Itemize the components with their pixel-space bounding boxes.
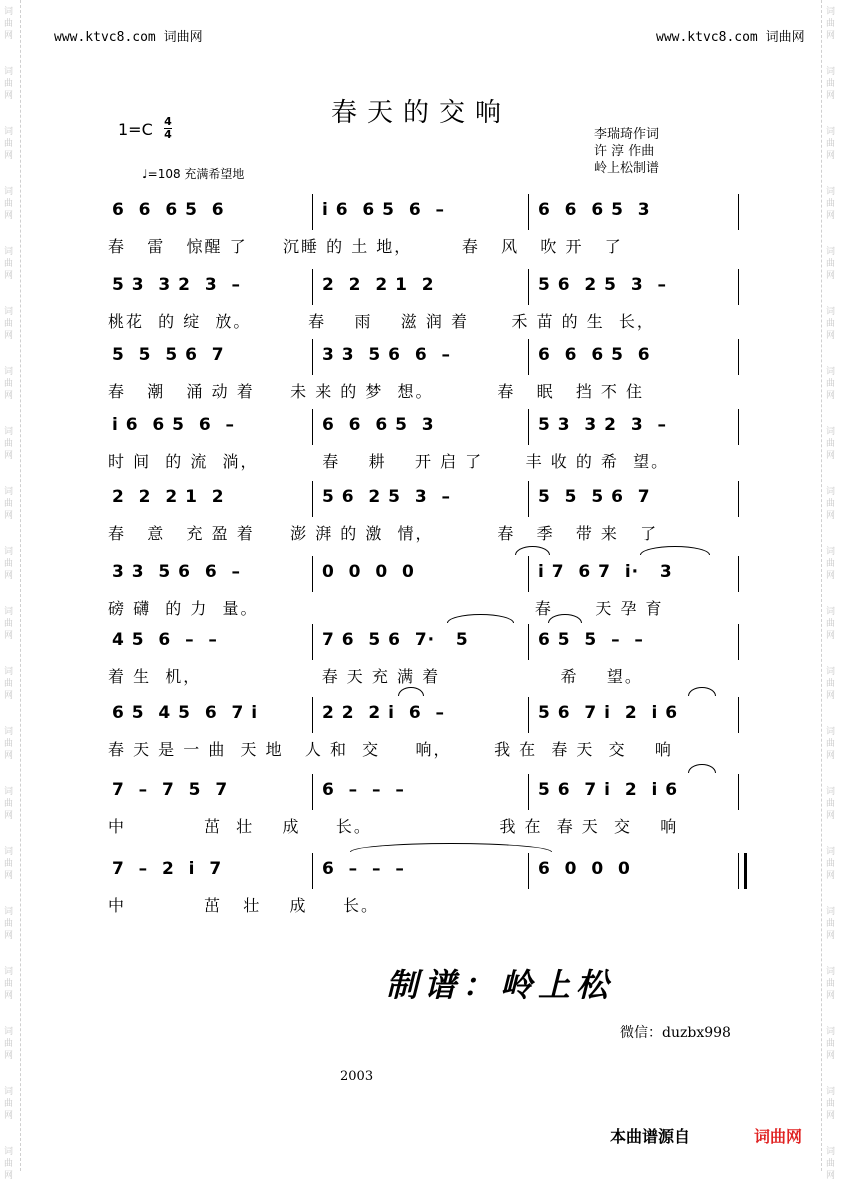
- barline: [312, 409, 313, 445]
- barline: [738, 697, 739, 733]
- watermark-text: 词 曲 网: [4, 847, 14, 881]
- measure: 5 5 5 6 7: [538, 487, 651, 507]
- watermark-text: 词 曲 网: [826, 907, 836, 941]
- measure: 4 5 6 – –: [112, 630, 218, 650]
- lyrics-row: 磅 礴 的 力 量。 春 天 孕 育: [108, 599, 664, 618]
- barline: [738, 774, 739, 810]
- barline: [738, 481, 739, 517]
- notation-row: [112, 275, 752, 299]
- measure: 6 0 0 0: [538, 859, 631, 879]
- measure: 2 2 2 i 6 –: [322, 703, 445, 723]
- barline: [528, 194, 529, 230]
- song-title: 春天的交响: [330, 98, 511, 128]
- measure: 5 3 3 2 3 –: [538, 415, 667, 435]
- watermark-text: 词 曲 网: [4, 127, 14, 161]
- watermark-text: 词 曲 网: [826, 127, 836, 161]
- barline: [528, 556, 529, 592]
- arranger: 岭上松制谱: [594, 161, 660, 176]
- time-signature-top: 4: [164, 115, 172, 128]
- lyrics-row: 桃花 的 绽 放。 春 雨 滋 润 着 禾 苗 的 生 长，: [108, 312, 655, 331]
- lyrics-row: 春 潮 涌 动 着 未 来 的 梦 想。 春 眠 挡 不 住: [108, 382, 645, 401]
- barline: [528, 697, 529, 733]
- watermark-text: 词 曲 网: [4, 67, 14, 101]
- notation-row: [112, 703, 752, 727]
- barline: [312, 339, 313, 375]
- watermark-text: 词 曲 网: [826, 187, 836, 221]
- final-barline: [738, 853, 747, 889]
- watermark-text: 词 曲 网: [826, 67, 836, 101]
- measure: 6 6 6 5 3: [322, 415, 435, 435]
- notation-row: [112, 487, 752, 511]
- measure: 2 2 2 1 2: [112, 487, 225, 507]
- source-site-link[interactable]: 词曲网: [754, 1127, 803, 1146]
- slur: [640, 546, 710, 555]
- watermark-text: 词 曲 网: [4, 547, 14, 581]
- lyrics-row: 中 茁 壮 成 长。: [108, 896, 379, 915]
- watermark-text: 词 曲 网: [4, 187, 14, 221]
- measure: i 7 6 7 i· 3: [538, 562, 673, 582]
- notation-row: [112, 562, 752, 586]
- measure: 6 6 6 5 3: [538, 200, 651, 220]
- notation-row: [112, 345, 752, 369]
- left-watermark-strip: [0, 0, 21, 1181]
- barline: [312, 624, 313, 660]
- time-signature: [164, 116, 172, 141]
- measure: 3 3 5 6 6 –: [112, 562, 241, 582]
- barline: [738, 194, 739, 230]
- barline: [528, 624, 529, 660]
- notation-row: [112, 780, 752, 804]
- lyrics-row: 时 间 的 流 淌， 春 耕 开 启 了 丰 收 的 希 望。: [108, 452, 670, 471]
- measure: 6 6 6 5 6: [112, 200, 225, 220]
- watermark-text: 词 曲 网: [4, 367, 14, 401]
- slur: [350, 843, 552, 852]
- measure: 5 6 2 5 3 –: [322, 487, 451, 507]
- barline: [312, 853, 313, 889]
- barline: [528, 774, 529, 810]
- measure: 7 – 2 i 7: [112, 859, 223, 879]
- measure: 7 – 7 5 7: [112, 780, 229, 800]
- watermark-text: 词 曲 网: [4, 307, 14, 341]
- lyrics-row: 春 意 充 盈 着 澎 湃 的 激 情， 春 季 带 来 了: [108, 524, 659, 543]
- measure: 5 6 2 5 3 –: [538, 275, 667, 295]
- measure: i 6 6 5 6 –: [322, 200, 445, 220]
- arranger-signature: 制谱：岭上松: [386, 966, 615, 1004]
- watermark-text: 词 曲 网: [826, 1147, 836, 1181]
- watermark-text: 词 曲 网: [4, 967, 14, 1001]
- watermark-text: 词 曲 网: [4, 7, 14, 41]
- watermark-text: 词 曲 网: [826, 847, 836, 881]
- barline: [738, 269, 739, 305]
- year: 2003: [340, 1069, 374, 1084]
- watermark-text: 词 曲 网: [4, 1027, 14, 1061]
- lyrics-row: 春 天 是 一 曲 天 地 人 和 交 响， 我 在 春 天 交 响: [108, 740, 673, 759]
- watermark-text: 词 曲 网: [4, 727, 14, 761]
- notation-row: [112, 859, 752, 883]
- slur: [515, 546, 550, 555]
- key-signature: 1=C: [118, 120, 153, 139]
- barline: [312, 194, 313, 230]
- lyrics-row: 春 雷 惊醒 了 沉睡 的 土 地， 春 风 吹 开 了: [108, 237, 623, 256]
- watermark-text: 词 曲 网: [826, 487, 836, 521]
- site-header-right[interactable]: www.ktvc8.com 词曲网: [656, 30, 805, 45]
- measure: i 6 6 5 6 –: [112, 415, 235, 435]
- barline: [738, 409, 739, 445]
- notation-row: [112, 630, 752, 654]
- lyricist: 李瑞琦作词: [594, 127, 660, 142]
- measure: 6 – – –: [322, 780, 405, 800]
- barline: [528, 481, 529, 517]
- slur: [688, 687, 716, 696]
- watermark-text: 词 曲 网: [826, 7, 836, 41]
- watermark-text: 词 曲 网: [4, 427, 14, 461]
- barline: [312, 556, 313, 592]
- watermark-text: 词 曲 网: [826, 427, 836, 461]
- measure: 2 2 2 1 2: [322, 275, 435, 295]
- lyrics-row: 着 生 机， 春 天 充 满 着 希 望。: [108, 667, 643, 686]
- watermark-text: 词 曲 网: [826, 727, 836, 761]
- watermark-text: 词 曲 网: [826, 607, 836, 641]
- watermark-text: 词 曲 网: [4, 907, 14, 941]
- measure: 5 5 5 6 7: [112, 345, 225, 365]
- measure: 6 5 4 5 6 7 i: [112, 703, 259, 723]
- watermark-text: 词 曲 网: [4, 1147, 14, 1181]
- time-signature-bottom: 4: [164, 128, 172, 141]
- barline: [312, 269, 313, 305]
- watermark-text: 词 曲 网: [826, 787, 836, 821]
- watermark-text: 词 曲 网: [4, 487, 14, 521]
- lyrics-row: 中 茁 壮 成 长。 我 在 春 天 交 响: [108, 817, 679, 836]
- measure: 5 6 7 i 2 i 6: [538, 703, 679, 723]
- measure: 6 – – –: [322, 859, 405, 879]
- watermark-text: 词 曲 网: [826, 367, 836, 401]
- barline: [312, 481, 313, 517]
- watermark-text: 词 曲 网: [4, 607, 14, 641]
- measure: 6 5 5 – –: [538, 630, 644, 650]
- site-header-left[interactable]: www.ktvc8.com 词曲网: [54, 30, 203, 45]
- watermark-text: 词 曲 网: [4, 1087, 14, 1121]
- barline: [312, 774, 313, 810]
- watermark-text: 词 曲 网: [826, 967, 836, 1001]
- measure: 7 6 5 6 7· 5: [322, 630, 469, 650]
- measure: 0 0 0 0: [322, 562, 415, 582]
- barline: [738, 624, 739, 660]
- measure: 6 6 6 5 6: [538, 345, 651, 365]
- watermark-text: 词 曲 网: [4, 787, 14, 821]
- watermark-text: 词 曲 网: [4, 247, 14, 281]
- barline: [528, 853, 529, 889]
- barline: [312, 697, 313, 733]
- slur: [688, 764, 716, 773]
- watermark-text: 词 曲 网: [4, 667, 14, 701]
- notation-row: [112, 200, 752, 224]
- tempo-marking: ♩=108 充满希望地: [142, 167, 245, 181]
- barline: [528, 339, 529, 375]
- barline: [738, 339, 739, 375]
- right-watermark-strip: [821, 0, 842, 1181]
- watermark-text: 词 曲 网: [826, 1027, 836, 1061]
- barline: [738, 556, 739, 592]
- watermark-text: 词 曲 网: [826, 247, 836, 281]
- watermark-text: 词 曲 网: [826, 1087, 836, 1121]
- watermark-text: 词 曲 网: [826, 547, 836, 581]
- source-label: 本曲谱源自: [610, 1127, 691, 1146]
- slur: [398, 687, 424, 696]
- notation-row: [112, 415, 752, 439]
- barline: [528, 409, 529, 445]
- barline: [528, 269, 529, 305]
- watermark-text: 词 曲 网: [826, 667, 836, 701]
- measure: 5 3 3 2 3 –: [112, 275, 241, 295]
- wechat-contact: 微信：duzbx998: [620, 1025, 731, 1041]
- credits: [594, 126, 659, 177]
- composer: 许 淳 作曲: [594, 144, 655, 159]
- watermark-text: 词 曲 网: [826, 307, 836, 341]
- measure: 3 3 5 6 6 –: [322, 345, 451, 365]
- measure: 5 6 7 i 2 i 6: [538, 780, 679, 800]
